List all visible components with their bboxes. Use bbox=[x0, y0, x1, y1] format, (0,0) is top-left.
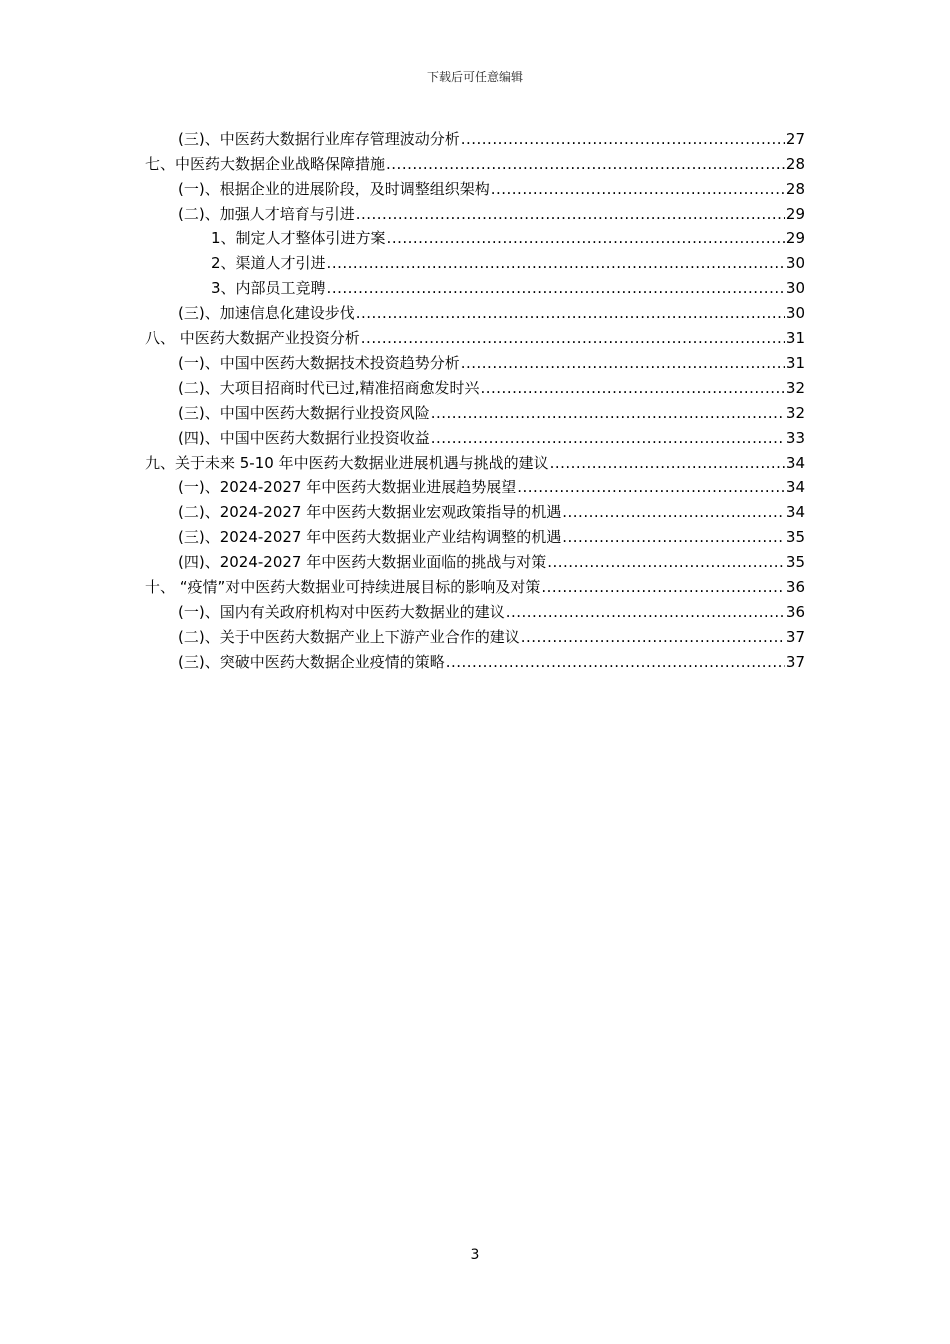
toc-entry[interactable] bbox=[178, 474, 805, 499]
toc-dot-leader bbox=[446, 651, 785, 673]
toc-entry-title: (一)、中国中医药大数据技术投资趋势分析 bbox=[178, 353, 460, 372]
toc-entry-title: 2、渠道人才引进 bbox=[211, 254, 326, 273]
toc-entry[interactable] bbox=[178, 399, 805, 424]
page-number: 3 bbox=[470, 1247, 480, 1263]
toc-entry[interactable] bbox=[178, 175, 805, 200]
toc-entry-page-number: 32 bbox=[785, 378, 805, 397]
toc-entry[interactable] bbox=[145, 573, 805, 598]
toc-entry-page-number: 35 bbox=[785, 553, 805, 572]
toc-entry-page-number: 34 bbox=[785, 503, 805, 522]
toc-dot-leader bbox=[361, 327, 785, 349]
toc-entry[interactable] bbox=[178, 374, 805, 399]
toc-entry[interactable] bbox=[145, 150, 805, 175]
toc-entry-title: 十、 “疫情”对中医药大数据业可持续进展目标的影响及对策 bbox=[145, 578, 541, 597]
toc-dot-leader bbox=[327, 252, 785, 274]
toc-entry-title: 九、关于未来 5-10 年中医药大数据业进展机遇与挑战的建议 bbox=[145, 453, 549, 472]
toc-dot-leader bbox=[491, 178, 785, 200]
toc-entry[interactable] bbox=[178, 349, 805, 374]
toc-dot-leader bbox=[461, 128, 785, 150]
toc-entry-page-number: 30 bbox=[785, 254, 805, 273]
toc-dot-leader bbox=[550, 452, 785, 474]
toc-entry[interactable] bbox=[178, 499, 805, 524]
toc-entry-title: (一)、国内有关政府机构对中医药大数据业的建议 bbox=[178, 602, 505, 621]
toc-entry-title: (四)、中国中医药大数据行业投资收益 bbox=[178, 428, 430, 447]
toc-entry-title: (三)、加速信息化建设步伐 bbox=[178, 304, 355, 323]
toc-entry-title: (四)、2024-2027 年中医药大数据业面临的挑战与对策 bbox=[178, 553, 547, 572]
toc-dot-leader bbox=[431, 402, 785, 424]
toc-entry-page-number: 36 bbox=[785, 578, 805, 597]
toc-entry-page-number: 28 bbox=[785, 179, 805, 198]
toc-entry[interactable] bbox=[178, 648, 805, 673]
toc-entry-page-number: 28 bbox=[785, 154, 805, 173]
toc-entry-page-number: 32 bbox=[785, 403, 805, 422]
toc-entry[interactable] bbox=[178, 299, 805, 324]
toc-entry-title: (二)、关于中医药大数据产业上下游产业合作的建议 bbox=[178, 627, 520, 646]
toc-dot-leader bbox=[562, 526, 785, 548]
toc-entry-page-number: 29 bbox=[785, 229, 805, 248]
toc-entry-page-number: 34 bbox=[785, 478, 805, 497]
page-header: 下载后可任意编辑 bbox=[426, 70, 523, 84]
toc-entry[interactable] bbox=[211, 274, 805, 299]
toc-entry[interactable] bbox=[211, 225, 805, 250]
toc-entry-title: (二)、加强人才培育与引进 bbox=[178, 204, 355, 223]
toc-entry-title: (二)、大项目招商时代已过,精准招商愈发时兴 bbox=[178, 378, 480, 397]
toc-dot-leader bbox=[356, 302, 785, 324]
toc-dot-leader bbox=[387, 227, 785, 249]
toc-entry[interactable] bbox=[178, 623, 805, 648]
toc-entry-title: (三)、2024-2027 年中医药大数据业产业结构调整的机遇 bbox=[178, 528, 562, 547]
toc-entry-title: 3、内部员工竞聘 bbox=[211, 279, 326, 298]
toc-entry[interactable] bbox=[178, 523, 805, 548]
toc-entry[interactable] bbox=[145, 324, 805, 349]
toc-entry-title: 1、制定人才整体引进方案 bbox=[211, 229, 386, 248]
toc-dot-leader bbox=[431, 427, 785, 449]
toc-entry[interactable] bbox=[178, 125, 805, 150]
toc-entry-page-number: 31 bbox=[785, 353, 805, 372]
toc-entry-title: (一)、2024-2027 年中医药大数据业进展趋势展望 bbox=[178, 478, 517, 497]
toc-entry-page-number: 30 bbox=[785, 304, 805, 323]
toc-entry-page-number: 29 bbox=[785, 204, 805, 223]
toc-entry-title: 八、 中医药大数据产业投资分析 bbox=[145, 329, 360, 348]
toc-dot-leader bbox=[480, 377, 784, 399]
toc-dot-leader bbox=[547, 551, 785, 573]
toc-dot-leader bbox=[506, 601, 785, 623]
toc-entry-page-number: 27 bbox=[785, 129, 805, 148]
toc-entry-title: (三)、中医药大数据行业库存管理波动分析 bbox=[178, 129, 460, 148]
toc-entry-title: (三)、突破中医药大数据企业疫情的策略 bbox=[178, 652, 445, 671]
toc-entry[interactable] bbox=[178, 200, 805, 225]
toc-dot-leader bbox=[327, 277, 785, 299]
toc-entry-page-number: 35 bbox=[785, 528, 805, 547]
toc-entry-page-number: 37 bbox=[785, 627, 805, 646]
toc-entry-page-number: 36 bbox=[785, 602, 805, 621]
toc-entry[interactable] bbox=[178, 598, 805, 623]
toc-entry[interactable] bbox=[178, 424, 805, 449]
toc-dot-leader bbox=[356, 203, 785, 225]
toc-dot-leader bbox=[562, 501, 785, 523]
toc-entry-page-number: 31 bbox=[785, 329, 805, 348]
toc-entry-title: (二)、2024-2027 年中医药大数据业宏观政策指导的机遇 bbox=[178, 503, 562, 522]
toc-entry-page-number: 37 bbox=[785, 652, 805, 671]
toc-dot-leader bbox=[521, 626, 785, 648]
toc-dot-leader bbox=[386, 153, 785, 175]
toc-entry-page-number: 33 bbox=[785, 428, 805, 447]
toc-entry-page-number: 34 bbox=[785, 453, 805, 472]
toc-entry[interactable] bbox=[178, 548, 805, 573]
toc-entry-title: 七、中医药大数据企业战略保障措施 bbox=[145, 154, 386, 173]
toc-entry-title: (三)、中国中医药大数据行业投资风险 bbox=[178, 403, 430, 422]
toc-dot-leader bbox=[461, 352, 785, 374]
toc-entry[interactable] bbox=[211, 250, 805, 275]
toc-entry[interactable] bbox=[145, 449, 805, 474]
toc-entry-title: (一)、根据企业的进展阶段，及时调整组织架构 bbox=[178, 179, 490, 198]
toc-dot-leader bbox=[541, 576, 785, 598]
toc-dot-leader bbox=[517, 476, 785, 498]
toc-entry-page-number: 30 bbox=[785, 279, 805, 298]
